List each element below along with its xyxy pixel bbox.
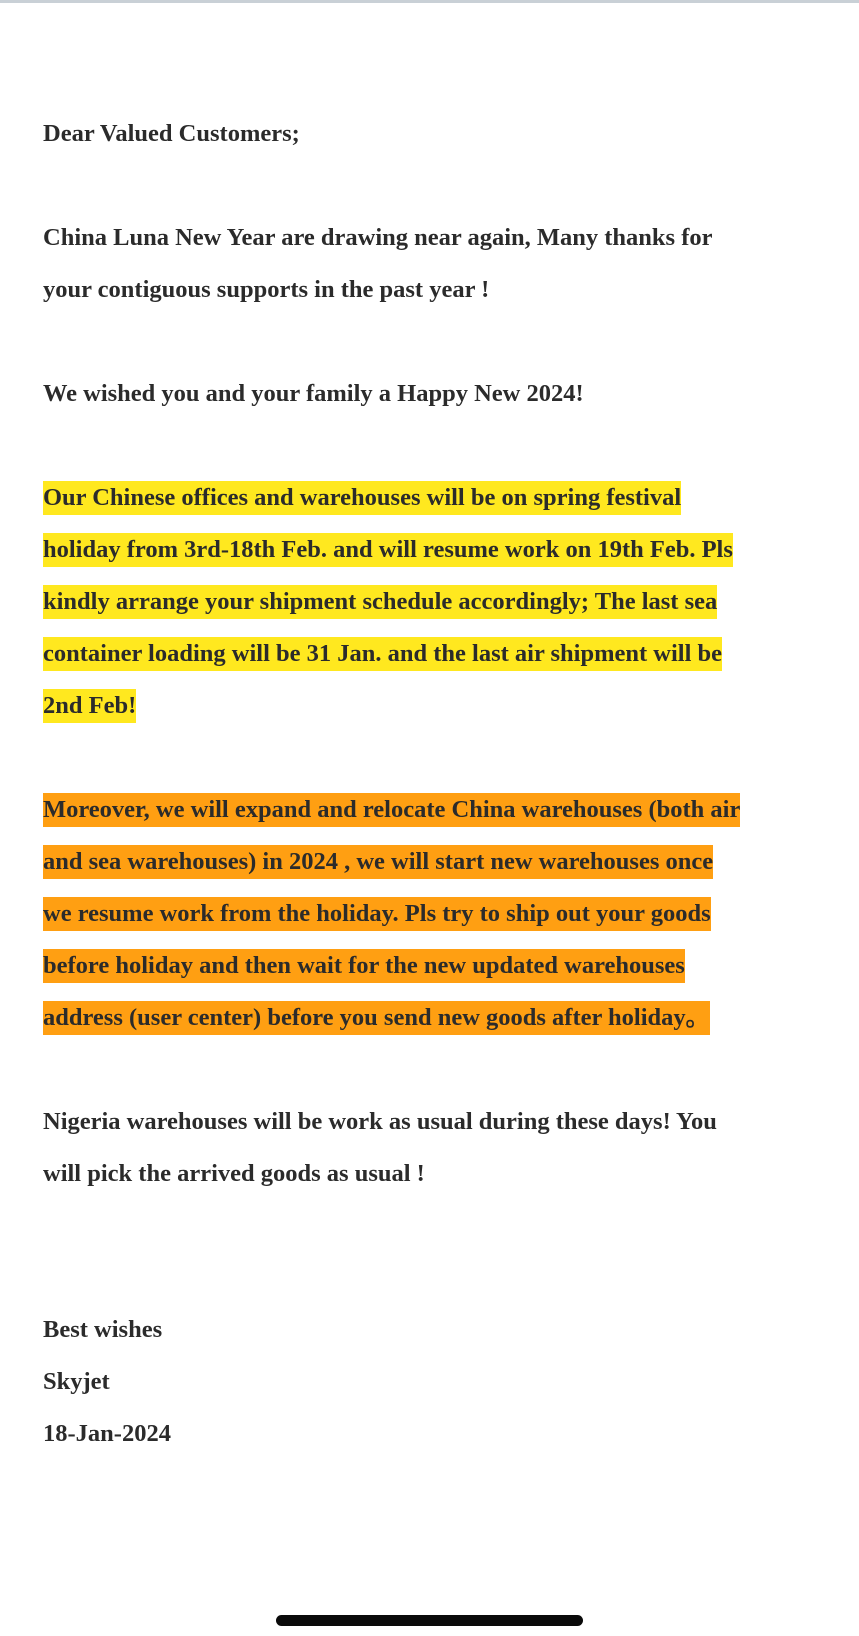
relocation-line-5: address (user center) before you send new goods after holiday。 (43, 1001, 710, 1035)
paragraph-relocation-highlighted (43, 784, 833, 1044)
relocation-line-1: Moreover, we will expand and relocate China warehouses (both air (43, 793, 740, 827)
wishes-line-1: We wished you and your family a Happy New 2024! (43, 380, 584, 407)
holiday-line-5: 2nd Feb! (43, 689, 136, 723)
holiday-line-3: kindly arrange your shipment schedule accordingly; The last sea (43, 585, 717, 619)
nigeria-line-2: will pick the arrived goods as usual ! (43, 1160, 425, 1187)
paragraph-gap (43, 732, 833, 784)
top-divider (0, 0, 859, 3)
holiday-line-4: container loading will be 31 Jan. and the last air shipment will be (43, 637, 722, 671)
paragraph-gap (43, 160, 833, 212)
letter-date: 18-Jan-2024 (43, 1420, 171, 1447)
thanks-line-2: your contiguous supports in the past year ! (43, 276, 490, 303)
relocation-line-2: and sea warehouses) in 2024 , we will start new warehouses once (43, 845, 713, 879)
sign-off (43, 1304, 833, 1460)
relocation-line-3: we resume work from the holiday. Pls try to ship out your goods (43, 897, 711, 931)
paragraph-gap (43, 1044, 833, 1096)
holiday-line-2: holiday from 3rd-18th Feb. and will resume work on 19th Feb. Pls (43, 533, 733, 567)
paragraph-holiday-highlighted (43, 472, 833, 732)
paragraph-nigeria (43, 1096, 833, 1200)
greeting: Dear Valued Customers; (43, 120, 300, 147)
paragraph-gap (43, 1200, 833, 1252)
paragraph-gap (43, 1252, 833, 1304)
paragraph-thanks (43, 212, 833, 316)
signature: Skyjet (43, 1368, 110, 1395)
closing: Best wishes (43, 1316, 163, 1343)
holiday-line-1: Our Chinese offices and warehouses will be on spring festival (43, 481, 681, 515)
paragraph-wishes (43, 368, 833, 420)
nigeria-line-1: Nigeria warehouses will be work as usual during these days! You (43, 1108, 717, 1135)
relocation-line-4: before holiday and then wait for the new updated warehouses (43, 949, 685, 983)
paragraph-gap (43, 316, 833, 368)
paragraph-gap (43, 420, 833, 472)
thanks-line-1: China Luna New Year are drawing near again, Many thanks for (43, 224, 713, 251)
letter-body (43, 108, 833, 1460)
home-indicator[interactable] (276, 1615, 583, 1626)
